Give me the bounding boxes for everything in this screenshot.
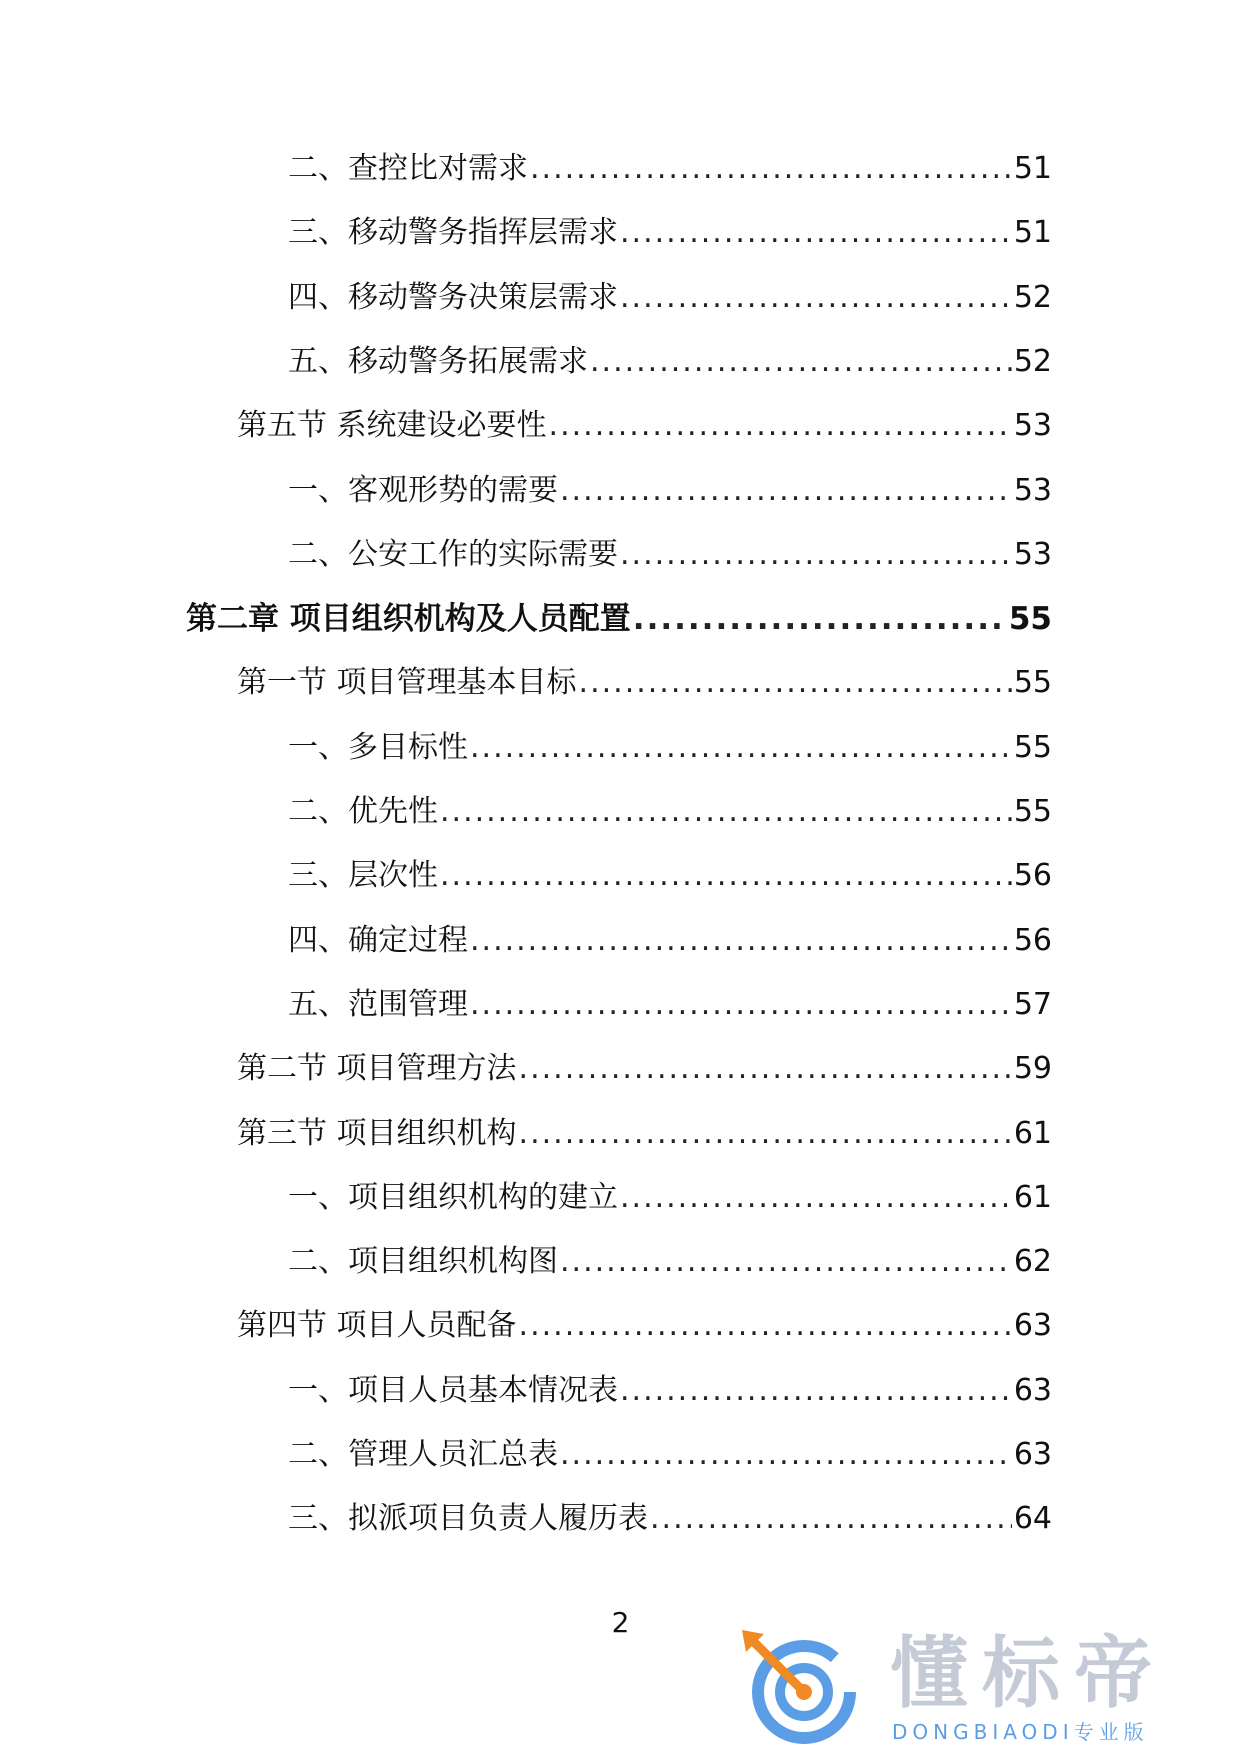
toc-entry[interactable]: [288, 1494, 1052, 1544]
dot-leader: [650, 1494, 1012, 1544]
toc-entry[interactable]: [288, 916, 1052, 966]
toc-entry-title: 二、查控比对需求: [288, 151, 528, 186]
toc-entry-page: 61: [1013, 1180, 1052, 1215]
toc-entry[interactable]: [237, 1044, 1052, 1094]
dot-leader: [440, 851, 1012, 901]
watermark: [740, 1630, 1220, 1750]
dot-leader: [620, 208, 1012, 258]
dot-leader: [620, 1173, 1012, 1223]
dot-leader: [620, 1366, 1012, 1416]
toc-entry-title: 四、确定过程: [288, 923, 468, 958]
toc-entry[interactable]: [288, 787, 1052, 837]
toc-entry-page: 53: [1013, 408, 1052, 443]
toc-entry-title: 二、公安工作的实际需要: [288, 537, 618, 572]
toc-entry-page: 63: [1013, 1373, 1052, 1408]
toc-entry[interactable]: [237, 1109, 1052, 1159]
toc-entry-title: 二、管理人员汇总表: [288, 1437, 558, 1472]
toc-entry[interactable]: [288, 1173, 1052, 1223]
toc-entry-page: 61: [1013, 1116, 1052, 1151]
dot-leader: [519, 1301, 1012, 1351]
dot-leader: [549, 401, 1012, 451]
toc-entry[interactable]: [237, 658, 1052, 708]
dot-leader: [633, 594, 1007, 644]
toc-entry-page: 63: [1013, 1308, 1052, 1343]
toc-entry[interactable]: [288, 1430, 1052, 1480]
toc-entry[interactable]: [288, 530, 1052, 580]
toc-entry-title: 第二章 项目组织机构及人员配置: [186, 601, 631, 637]
toc-entry-page: 55: [1013, 730, 1052, 765]
dot-leader: [470, 723, 1012, 773]
toc-entry[interactable]: [288, 466, 1052, 516]
dot-leader: [620, 530, 1012, 580]
toc-entry-title: 第三节 项目组织机构: [237, 1116, 517, 1151]
toc-entry-title: 第五节 系统建设必要性: [237, 408, 547, 443]
toc-entry-page: 53: [1013, 473, 1052, 508]
toc-entry[interactable]: [288, 851, 1052, 901]
toc-entry-title: 第二节 项目管理方法: [237, 1051, 517, 1086]
toc-entry-title: 第四节 项目人员配备: [237, 1308, 517, 1343]
toc-entry-title: 第一节 项目管理基本目标: [237, 665, 577, 700]
toc-entry-title: 四、移动警务决策层需求: [288, 280, 618, 315]
dot-leader: [579, 658, 1012, 708]
toc-entry[interactable]: [288, 1237, 1052, 1287]
toc-entry-page: 51: [1013, 215, 1052, 250]
toc-entry-page: 52: [1013, 280, 1052, 315]
toc-entry[interactable]: [288, 980, 1052, 1030]
toc-entry-page: 52: [1013, 344, 1052, 379]
dot-leader: [440, 787, 1012, 837]
toc-entry-page: 59: [1013, 1051, 1052, 1086]
toc-entry-title: 三、层次性: [288, 858, 438, 893]
page-number: 2: [611, 1606, 630, 1639]
watermark-subtitle: DONGBIAODI专业版: [892, 1720, 1149, 1744]
toc-entry[interactable]: [288, 208, 1052, 258]
target-arrow-icon: [740, 1630, 858, 1748]
toc-entry-title: 一、客观形势的需要: [288, 473, 558, 508]
dot-leader: [470, 916, 1012, 966]
toc-entry-title: 二、项目组织机构图: [288, 1244, 558, 1279]
toc-entry[interactable]: [237, 401, 1052, 451]
toc-entry-page: 62: [1013, 1244, 1052, 1279]
toc-entry-page: 57: [1013, 987, 1052, 1022]
toc-entry-title: 一、项目人员基本情况表: [288, 1373, 618, 1408]
dot-leader: [530, 144, 1012, 194]
toc-entry-title: 一、多目标性: [288, 730, 468, 765]
toc-entry-page: 55: [1013, 665, 1052, 700]
toc-entry-title: 五、范围管理: [288, 987, 468, 1022]
toc-entry-page: 63: [1013, 1437, 1052, 1472]
toc-entry-page: 53: [1013, 537, 1052, 572]
toc-entry[interactable]: [288, 723, 1052, 773]
toc-entry[interactable]: [288, 1366, 1052, 1416]
toc-entry-title: 五、移动警务拓展需求: [288, 344, 588, 379]
dot-leader: [519, 1109, 1012, 1159]
toc-entry-title: 三、移动警务指挥层需求: [288, 215, 618, 250]
toc-entry-title: 一、项目组织机构的建立: [288, 1180, 618, 1215]
toc-entry[interactable]: [288, 337, 1052, 387]
toc-entry[interactable]: [288, 144, 1052, 194]
dot-leader: [519, 1044, 1012, 1094]
toc-chapter-entry[interactable]: [186, 594, 1052, 644]
toc-entry-page: 56: [1013, 858, 1052, 893]
toc-entry-title: 二、优先性: [288, 794, 438, 829]
toc-entry-page: 64: [1013, 1501, 1052, 1536]
toc-entry-page: 56: [1013, 923, 1052, 958]
toc-entry-page: 55: [1013, 794, 1052, 829]
dot-leader: [560, 1237, 1012, 1287]
dot-leader: [560, 1430, 1012, 1480]
watermark-brand-name: 懂标帝: [890, 1629, 1167, 1719]
toc-entry-title: 三、拟派项目负责人履历表: [288, 1501, 648, 1536]
toc-entry-page: 51: [1013, 151, 1052, 186]
dot-leader: [620, 273, 1012, 323]
toc-entry-page: 55: [1008, 601, 1052, 637]
toc-entry[interactable]: [237, 1301, 1052, 1351]
dot-leader: [590, 337, 1012, 387]
dot-leader: [560, 466, 1012, 516]
toc-entry[interactable]: [288, 273, 1052, 323]
dot-leader: [470, 980, 1012, 1030]
